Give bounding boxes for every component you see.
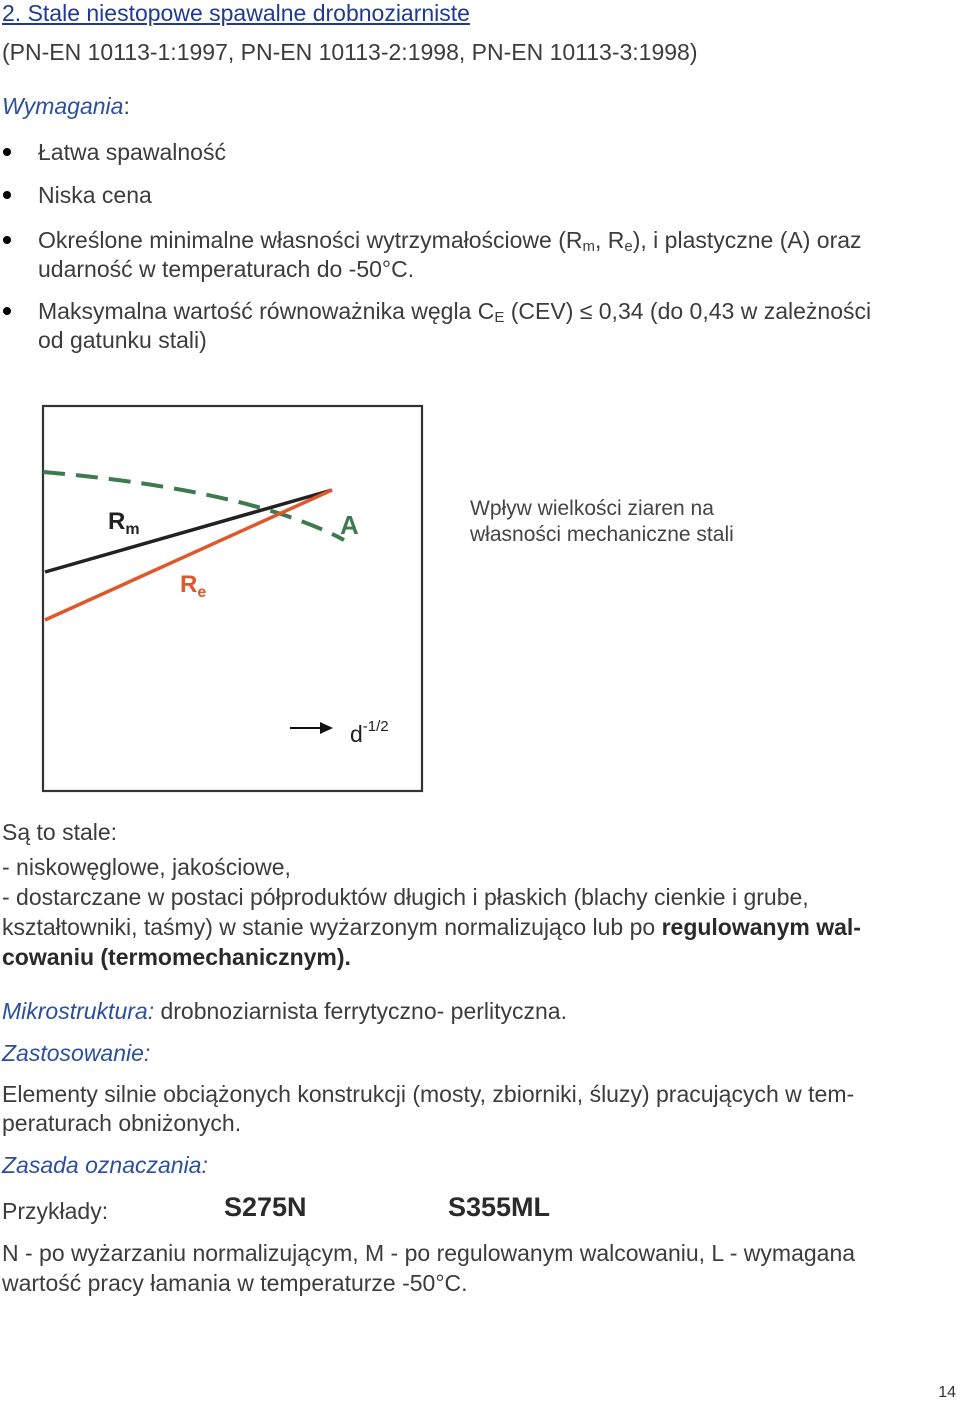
microstructure-value: drobnoziarnista ferrytyczno- perlityczna. [154, 998, 567, 1024]
text-fragment: ), i plastyczne (A) oraz [632, 227, 862, 253]
bullet-low-price: Niska cena [38, 182, 152, 208]
examples-label: Przykłady: [2, 1198, 109, 1224]
body-line1: - niskowęglowe, jakościowe, [2, 854, 291, 880]
body-line3 [2, 912, 861, 942]
body-line2: - dostarczane w postaci półproduktów długich i płaskich (blachy cienkie i grube, [2, 884, 809, 910]
microstructure-label: Mikrostruktura: [2, 998, 155, 1024]
microstructure-line [2, 996, 567, 1026]
bullet-dot [3, 148, 11, 156]
subscript: e [624, 238, 633, 255]
application-line2: peraturach obniżonych. [2, 1110, 242, 1136]
application-line1: Elementy silnie obciążonych konstrukcji (mosty, zbiorniki, śluzy) pracujących w tem- [2, 1081, 855, 1107]
axis-arrow-icon [320, 722, 333, 734]
example-s275n: S275N [224, 1192, 307, 1222]
section-title: 2. Stale niestopowe spawalne drobnoziarniste [2, 0, 470, 26]
legend-line1: N - po wyżarzaniu normalizującym, M - po regulowanym walcowaniu, L - wymagana [2, 1240, 856, 1266]
designation-label: Zasada oznaczania: [2, 1152, 208, 1178]
bold-fragment: regulowanym wal- [661, 914, 861, 940]
application-label: Zastosowanie: [2, 1040, 151, 1066]
text-fragment: , R [595, 227, 625, 253]
bullet-easy-weldability: Łatwa spawalność [38, 139, 226, 165]
axis-label: $d^{-1/2}$ [350, 718, 389, 747]
re-label: $R_e$ [180, 571, 207, 601]
bullet-dot [3, 191, 11, 199]
rm-label: $R_m$ [108, 508, 140, 538]
intro-text: Są to stale: [2, 819, 118, 845]
legend-line2: wartość pracy łamania w temperaturze -50°C. [2, 1270, 468, 1296]
text-fragment: Maksymalna wartość równoważnika węgla C [38, 298, 495, 324]
standards-line: (PN-EN 10113-1:1997, PN-EN 10113-2:1998, PN-EN 10113-3:1998) [2, 39, 698, 65]
figure-caption-line2: własności mechaniczne stali [470, 523, 734, 546]
re-line [45, 490, 332, 620]
bullet-carbon-equivalent-line2: od gatunku stali) [38, 327, 207, 353]
requirements-label: Wymagania [2, 93, 124, 119]
page-number: 14 [938, 1384, 956, 1401]
text-fragment: (CEV) ≤ 0,34 (do 0,43 w zależności [504, 298, 872, 324]
rm-line [45, 490, 332, 572]
figure-caption-line1: Wpływ wielkości ziaren na [470, 497, 714, 520]
requirements-colon: : [123, 93, 130, 119]
example-s355ml: S355ML [448, 1192, 551, 1222]
a-label: A [340, 510, 359, 540]
bullet-dot [3, 236, 11, 244]
subscript: E [494, 309, 505, 326]
bullet-mechanical-properties-line2: udarność w temperaturach do -50°C. [38, 256, 415, 282]
body-line4: cowaniu (termomechanicznym). [2, 944, 351, 970]
requirements-heading [2, 91, 130, 121]
subscript: m [582, 238, 595, 255]
text-fragment: kształtowniki, taśmy) w stanie wyżarzonym normalizująco lub po [2, 914, 662, 940]
text-fragment: Określone minimalne własności wytrzymałościowe (R [38, 227, 583, 253]
grain-size-diagram [0, 395, 960, 795]
bullet-dot [3, 307, 11, 315]
